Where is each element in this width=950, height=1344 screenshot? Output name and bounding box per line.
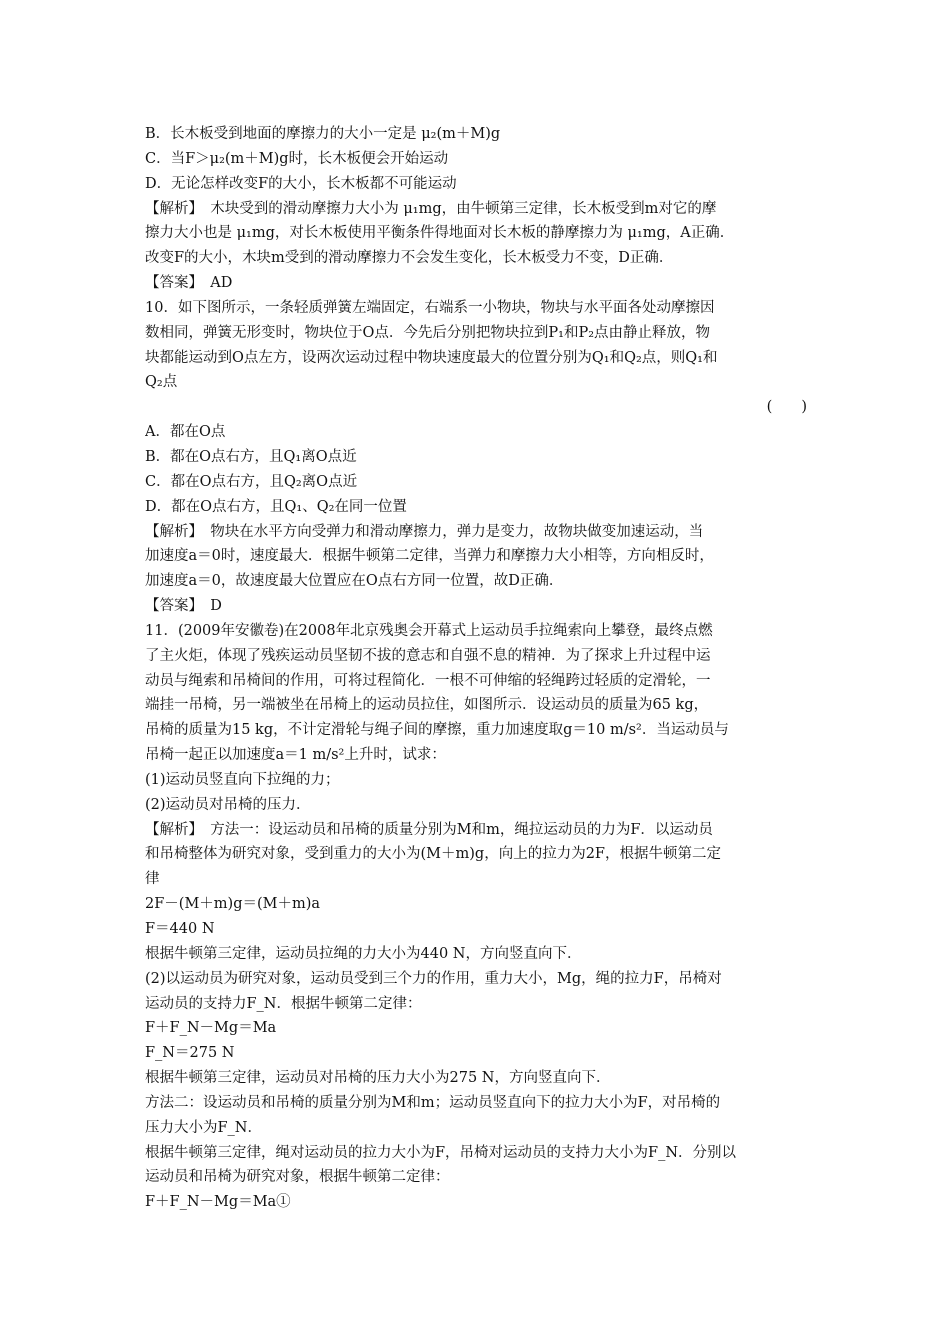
answer-blank: ( ) (766, 399, 807, 416)
question-11-line: 吊椅的质量为15 kg，不计定滑轮与绳子间的摩擦，重力加速度取g＝10 m/s²．当运动员与 (145, 722, 729, 739)
question-10-line: 块都能运动到O点左方，设两次运动过程中物块速度最大的位置分别为Q₁和Q₂点，则Q₁和 (145, 349, 718, 366)
analysis-line: 根据牛顿第三定律，运动员对吊椅的压力大小为275 N，方向竖直向下． (145, 1070, 611, 1087)
analysis-line: 擦力大小也是 μ₁mg，对长木板使用平衡条件得地面对长木板的静摩擦力为 μ₁mg，A正确． (145, 225, 735, 242)
answer-line: 【答案】 AD (145, 275, 233, 292)
analysis-line: 律 (145, 871, 160, 888)
analysis-line: 加速度a＝0，故速度最大位置应在O点右方同一位置，故D正确． (145, 573, 564, 590)
equation: 2F－(M＋m)g＝(M＋m)a (145, 896, 321, 913)
analysis-line: 【解析】 方法一：设运动员和吊椅的质量分别为M和m，绳拉运动员的力为F．以运动员 (145, 821, 713, 838)
question-11-line: 端挂一吊椅，另一端被坐在吊椅上的运动员拉住，如图所示．设运动员的质量为65 kg， (145, 697, 709, 714)
analysis-line: 【解析】 木块受到的滑动摩擦力大小为 μ₁mg，由牛顿第三定律，长木板受到m对它的摩 (145, 200, 717, 217)
option-d: D．都在O点右方，且Q₁、Q₂在同一位置 (145, 498, 407, 515)
sub-question: (1)运动员竖直向下拉绳的力； (145, 771, 340, 788)
sub-question: (2)运动员对吊椅的压力． (145, 796, 311, 813)
option-d: D．无论怎样改变F的大小，长木板都不可能运动 (145, 175, 457, 192)
question-10-line: 数相同，弹簧无形变时，物块位于O点．今先后分别把物块拉到P₁和P₂点由静止释放，物 (145, 324, 711, 341)
analysis-line: 运动员的支持力F_N．根据牛顿第二定律： (145, 995, 422, 1012)
question-11-line: 了主火炬，体现了残疾运动员坚韧不拔的意志和自强不息的精神．为了探求上升过程中运 (145, 647, 711, 664)
document-body (145, 122, 815, 1215)
option-b: B．都在O点右方，且Q₁离O点近 (145, 448, 357, 465)
question-11-line: 动员与绳索和吊椅间的作用，可将过程简化．一根不可伸缩的轻绳跨过轻质的定滑轮，一 (145, 672, 711, 689)
analysis-line: 和吊椅整体为研究对象，受到重力的大小为(M＋m)g，向上的拉力为2F，根据牛顿第二定 (145, 846, 721, 863)
option-c: C．当F＞μ₂(m＋M)g时，长木板便会开始运动 (145, 150, 449, 167)
option-c: C．都在O点右方，且Q₂离O点近 (145, 473, 358, 490)
analysis-line: 根据牛顿第三定律，绳对运动员的拉力大小为F，吊椅对运动员的支持力大小为F_N．分别以 (145, 1144, 737, 1161)
option-a: A．都在O点 (145, 424, 226, 441)
question-10-line: 10．如下图所示，一条轻质弹簧左端固定，右端系一小物块，物块与水平面各处动摩擦因 (145, 299, 715, 316)
option-b: B．长木板受到地面的摩擦力的大小一定是 μ₂(m＋M)g (145, 126, 501, 142)
equation: F＝440 N (145, 921, 215, 937)
equation: F＋F_N－Mg＝Ma① (145, 1194, 291, 1211)
equation: F_N＝275 N (145, 1045, 235, 1062)
analysis-line: 根据牛顿第三定律，运动员拉绳的力大小为440 N，方向竖直向下． (145, 945, 582, 962)
analysis-line: 加速度a＝0时，速度最大．根据牛顿第二定律，当弹力和摩擦力大小相等，方向相反时， (145, 548, 714, 565)
analysis-line: 【解析】 物块在水平方向受弹力和滑动摩擦力，弹力是变力，故物块做变加速运动，当 (145, 523, 704, 540)
analysis-line: 压力大小为F_N． (145, 1119, 262, 1136)
analysis-line: 方法二：设运动员和吊椅的质量分别为M和m；运动员竖直向下的拉力大小为F，对吊椅的 (145, 1094, 721, 1111)
analysis-line: 运动员和吊椅为研究对象，根据牛顿第二定律： (145, 1169, 450, 1186)
analysis-line: 改变F的大小，木块m受到的滑动摩擦力不会发生变化，长木板受力不变，D正确． (145, 250, 674, 267)
question-11-line: 吊椅一起正以加速度a＝1 m/s²上升时，试求： (145, 747, 446, 764)
question-11-line: 11．(2009年安徽卷)在2008年北京残奥会开幕式上运动员手拉绳索向上攀登，最终点燃 (145, 622, 713, 639)
answer-line: 【答案】 D (145, 598, 222, 615)
question-10-line: Q₂点 (145, 374, 178, 391)
analysis-line: (2)以运动员为研究对象，运动员受到三个力的作用，重力大小，Mg，绳的拉力F，吊椅对 (145, 970, 722, 987)
equation: F＋F_N－Mg＝Ma (145, 1020, 277, 1037)
